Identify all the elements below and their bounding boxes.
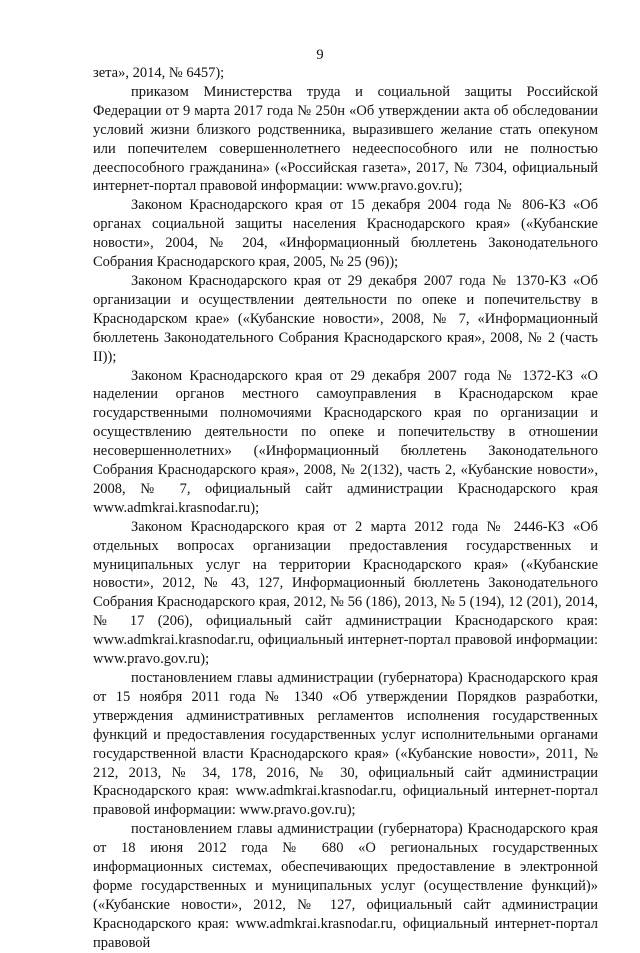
paragraph-mintrud-order: приказом Министерства труда и социальной защиты Российской Федерации от 9 марта 2017 года № 250н «Об утверждении акта об обследовании условий жизни близкого родственника, выразившего желание стать опекуном или попечителем совершеннолетнего недееспособного или не полностью дееспособного гражданина» («Российская газета», 2017, № 7304, официальный интернет-портал правовой информации: www.pravo.gov.ru);	[93, 83, 598, 195]
paragraph-decree-1340: постановлением главы администрации (губернатора) Краснодарского края от 15 ноября 2011 года № 1340 «Об утверждении Порядков разработки, утверждения административных регламентов исполнения государственных функций и предоставления государственных услуг исполнительными органами государственной власти Краснодарского края» («Кубанские новости», 2011, № 212, 2013, № 34, 178, 2016, № 30, официальный сайт администрации Краснодарского края: www.admkrai.krasnodar.ru, официальный интернет-портал правовой информации: www.pravo.gov.ru);	[93, 670, 598, 819]
paragraph-law-2446-kz: Законом Краснодарского края от 2 марта 2012 года № 2446-КЗ «Об отдельных вопросах организации предоставления государственных и муниципальных услуг на территории Краснодарского края» («Кубанские новости», 2012, № 43, 127, Информационный бюллетень Законодательного Собрания Краснодарского края, 2012, № 56 (186), 2013, № 5 (194), 12 (201), 2014, № 17 (206), официальный сайт администрации Краснодарского края: www.admkrai.krasnodar.ru, официальный интернет-портал правовой информации: www.pravo.gov.ru);	[93, 518, 598, 668]
paragraph-law-1372-kz: Законом Краснодарского края от 29 декабря 2007 года № 1372-КЗ «О наделении органов местного самоуправления в Краснодарском крае государственными полномочиями Краснодарского края по организации и осуществлению деятельности по опеке и попечительству в отношении несовершеннолетних» («Информационный бюллетень Законодательного Собрания Краснодарского края», 2008, № 2(132), часть 2, «Кубанские новости», 2008, № 7, официальный сайт администрации Краснодарского края www.admkrai.krasnodar.ru);	[93, 367, 598, 516]
paragraph-law-1370-kz: Законом Краснодарского края от 29 декабря 2007 года № 1370-КЗ «Об организации и осуществлении деятельности по опеке и попечительству в Краснодарском крае» («Кубанские новости», 2008, № 7, «Информационный бюллетень Законодательного Собрания Краснодарского края», 2008, № 2 (часть II));	[93, 272, 598, 365]
document-body	[93, 64, 598, 953]
paragraph-decree-680: постановлением главы администрации (губернатора) Краснодарского края от 18 июня 2012 года № 680 «О региональных государственных информационных системах, обеспечивающих предоставление в электронной форме государственных и муниципальных услуг (осуществление функций)» («Кубанские новости», 2012, № 127, официальный сайт администрации Краснодарского края: www.admkrai.krasnodar.ru, официальный интернет-портал правовой	[93, 821, 598, 951]
page-number: 9	[316, 47, 324, 63]
paragraph-law-806-kz: Законом Краснодарского края от 15 декабря 2004 года № 806-КЗ «Об органах социальной защиты населения Краснодарского края» («Кубанские новости», 2004, № 204, «Информационный бюллетень Законодательного Собрания Краснодарского края, 2005, № 25 (96));	[93, 197, 598, 271]
paragraph-continuation: зета», 2014, № 6457);	[93, 65, 225, 81]
